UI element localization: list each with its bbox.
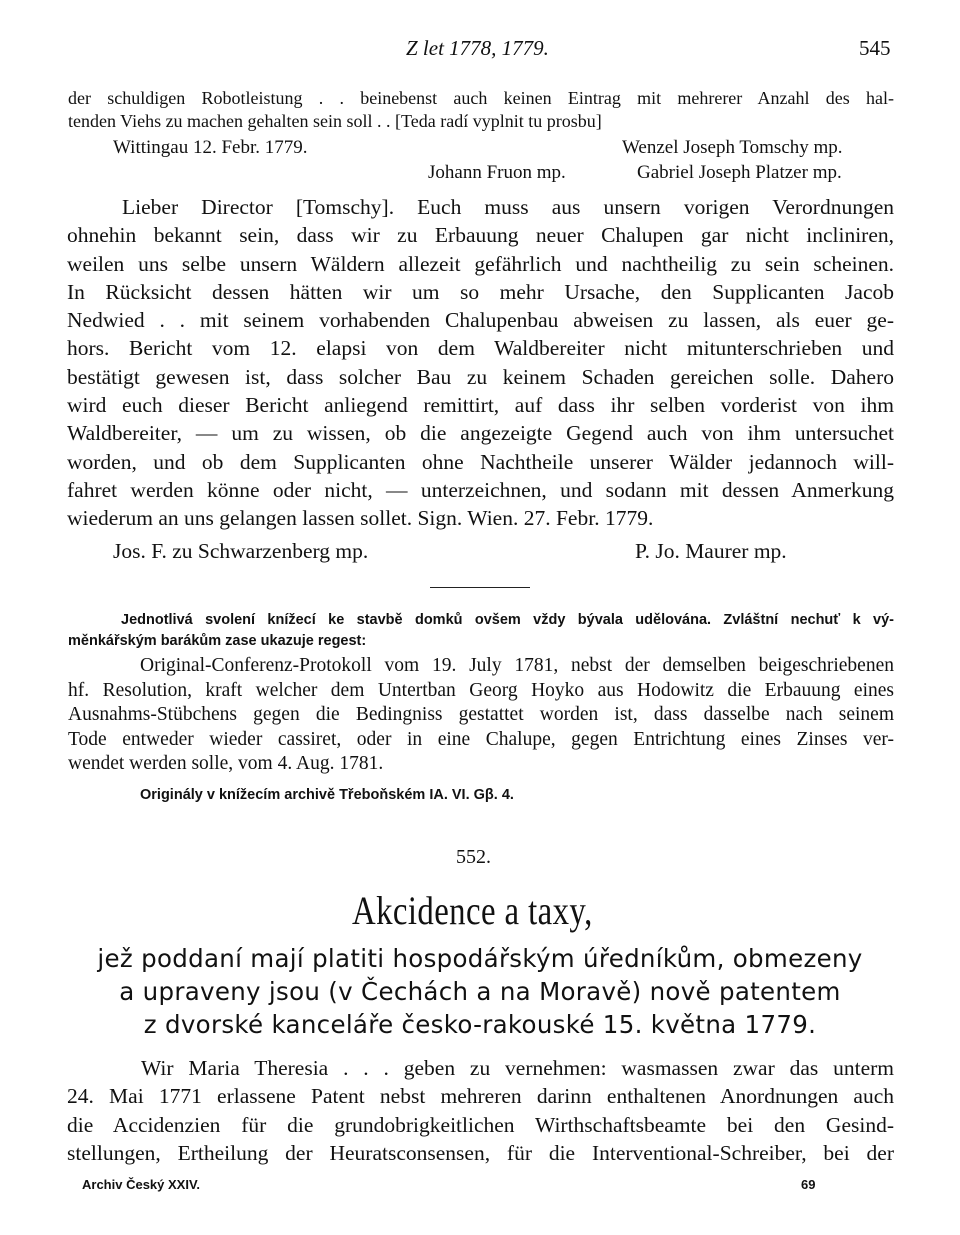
editorial-note xyxy=(68,610,894,652)
subtitle-line: a upraveny jsou (v Čechách a na Moravě) nově patentem xyxy=(119,977,841,1006)
letter-line: fahret werden könne oder nicht, — unterzeichnen, und sodann mit dessen Anmerkung xyxy=(67,477,894,502)
subtitle-line: jež poddaní mají platiti hospodářským úředníkům, obmezeny xyxy=(97,944,863,973)
letter-line: bestätigt gewesen ist, dass solcher Bau zu keinem Schaden gereichen solle. Dahero xyxy=(67,364,894,389)
signer-platzer: Gabriel Joseph Platzer mp. xyxy=(637,162,842,183)
footer-signature-mark: 69 xyxy=(801,1177,816,1192)
regest-line: Ausnahms-Stübchens gegen die Bedingniss gestattet worden ist, dass dasselbe nach seinem xyxy=(68,704,894,725)
letter-paragraph xyxy=(67,193,894,533)
letter-line: Lieber Director [Tomschy]. Euch muss aus unsern vorigen Verordnungen xyxy=(122,195,894,219)
regest-line: Original-Conferenz-Protokoll vom 19. July 1781, nebst der demselben beigeschriebenen xyxy=(140,655,894,676)
letter-line: worden, und ob dem Supplicanten ohne Nachtheile unserer Wälder jedannoch will- xyxy=(67,449,894,474)
subtitle-line: z dvorské kanceláře česko-rakouské 15. května 1779. xyxy=(143,1010,817,1039)
intro-line: der schuldigen Robotleistung . . beinebenst auch keinen Eintrag mit mehrerer Anzahl des hal- xyxy=(68,88,894,108)
archive-source: Originály v knížecím archivě Třeboňském IA. VI. Gβ. 4. xyxy=(140,787,514,803)
letter-line: Nedwied . . mit seinem vorhabenden Chalupenbau abweisen zu lassen, als euer ge- xyxy=(67,308,894,333)
footer-volume: Archiv Český XXIV. xyxy=(82,1177,201,1192)
letter-line: weilen uns selbe unsern Wäldern allezeit gefährlich und nachtheilig zu sein scheinen. xyxy=(67,251,894,276)
document-number: 552. xyxy=(456,846,491,868)
signer-fruon: Johann Fruon mp. xyxy=(428,162,566,183)
divider xyxy=(430,587,530,588)
section-subtitle xyxy=(0,942,960,1041)
letter-line: wird euch dieser Bericht anliegend remittirt, auf dass ihr selben vorderist von ihm xyxy=(67,393,894,418)
letter-line: In Rücksicht dessen hätten wir um so mehr Ursache, den Supplicanten Jacob xyxy=(67,279,894,304)
note-line: Jednotlivá svolení knížecí ke stavbě domků ovšem vždy bývala udělována. Zvláštní nechuť k vý- xyxy=(121,612,894,628)
body-line: Wir Maria Theresia . . . geben zu vernehmen: wasmassen zwar das unterm xyxy=(141,1056,894,1080)
signer-schwarzenberg: Jos. F. zu Schwarzenberg mp. xyxy=(113,539,369,563)
running-title: Z let 1778, 1779. xyxy=(406,36,549,60)
letter-line: wiederum an uns gelangen lassen sollet. Sign. Wien. 27. Febr. 1779. xyxy=(67,506,654,531)
letter-line: ohnehin bekannt sein, dass wir zu Erbauung neuer Chalupen gar nicht incliniren, xyxy=(67,223,894,248)
page-number: 545 xyxy=(859,36,891,60)
regest-paragraph xyxy=(68,654,894,777)
intro-line: tenden Viehs zu machen gehalten sein soll . . [Teda radí vyplnit tu prosbu] xyxy=(68,111,602,131)
body-line: die Accidenzien für die grundobrigkeitlichen Wirthschaftsbeamte bei den Gesind- xyxy=(67,1112,894,1137)
body-line: 24. Mai 1771 erlassene Patent nebst mehreren darinn enthaltenen Anordnungen auch xyxy=(67,1084,894,1109)
regest-line: hf. Resolution, kraft welcher dem Untertban Georg Hoyko aus Hodowitz die Erbauung eines xyxy=(68,679,894,701)
intro-paragraph xyxy=(68,87,894,133)
place-date: Wittingau 12. Febr. 1779. xyxy=(113,137,308,158)
note-line: měnkářským barákům zase ukazuje regest: xyxy=(68,633,367,649)
regest-line: wendet werden solle, vom 4. Aug. 1781. xyxy=(68,753,384,774)
body-line: stellungen, Ertheilung der Heuratsconsensen, für die Interventional-Schreiber, bei der xyxy=(67,1140,894,1165)
signer-tomschy: Wenzel Joseph Tomschy mp. xyxy=(622,137,843,158)
body-paragraph xyxy=(67,1054,894,1167)
regest-line: Tode entweder wieder cassiret, oder in eine Chalupe, gegen Entrichtung eines Zinses ver- xyxy=(68,728,894,750)
letter-line: hors. Bericht vom 12. elapsi von dem Waldbereiter nicht mitunterschrieben und xyxy=(67,336,894,361)
letter-line: Waldbereiter, — um zu wissen, ob die angezeigte Gegend auch von ihm untersuchet xyxy=(67,421,894,446)
section-title: Akcidence a taxy, xyxy=(352,888,593,933)
signer-maurer: P. Jo. Maurer mp. xyxy=(635,539,787,563)
